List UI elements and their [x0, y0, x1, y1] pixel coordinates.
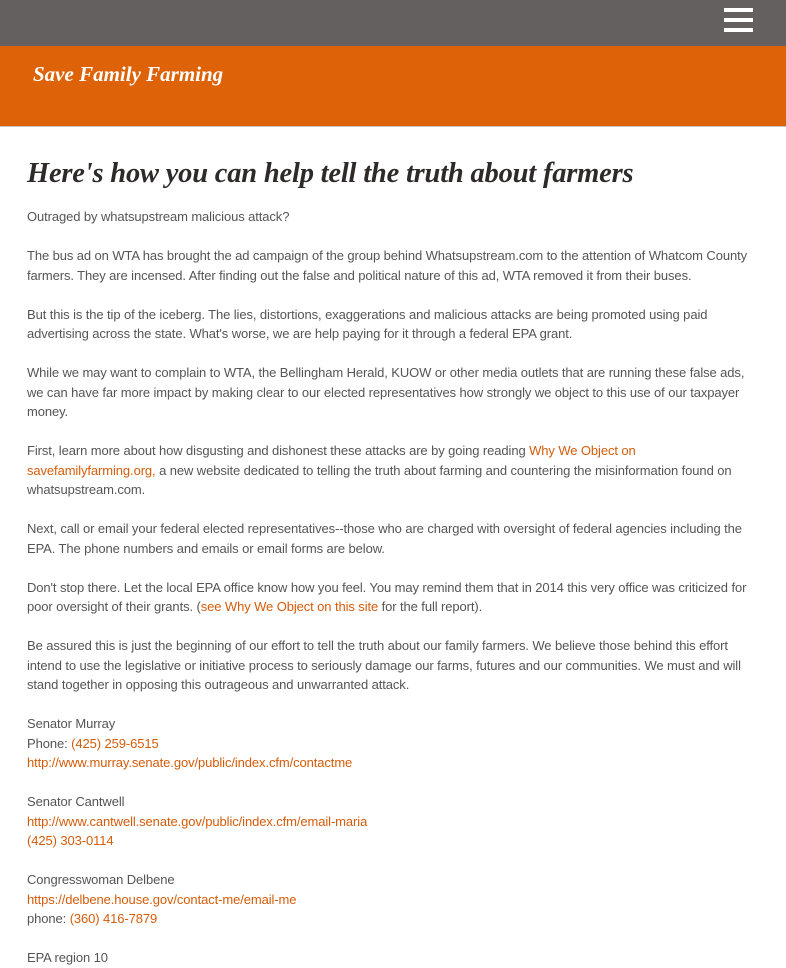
why-we-object-site-link[interactable]: see Why We Object on this site: [200, 599, 379, 614]
menu-line: [724, 18, 753, 22]
paragraph-bus-ad: The bus ad on WTA has brought the ad campaign of the group behind Whatsupstream.com to the attention of Whatcom County farmers. They are incensed. After finding out the false and political nature of this ad, WTA removed it from their buses.: [27, 248, 747, 283]
text-fragment: Don't stop there. Let the local EPA office know how you feel. You may remind them that in 2014 this very office was criticized for poor oversight of their grants. (: [27, 579, 747, 614]
contact-url-line: [27, 890, 759, 910]
phone-label: Phone:: [27, 735, 72, 751]
contact-name: Senator Cantwell: [27, 794, 125, 809]
page-title: Here's how you can help tell the truth about farmers: [27, 158, 634, 189]
paragraph-intro: Outraged by whatsupstream malicious attack?: [27, 209, 290, 224]
contact-url-line: [27, 753, 759, 773]
contact-name: Senator Murray: [27, 716, 116, 731]
paragraph-complain: While we may want to complain to WTA, the Bellingham Herald, KUOW or other media outlets that are running these false ads, we can have far more impact by making clear to our elected representatives how strongly we object to this use of our taxpayer money.: [27, 365, 745, 419]
contact-senator-cantwell: [27, 792, 759, 851]
contact-name: EPA region 10: [27, 950, 108, 965]
contact-url-line: [27, 812, 759, 832]
contact-congresswoman-delbene: [27, 870, 759, 929]
paragraph-call-email: Next, call or email your federal elected representatives--those who are charged with oversight of federal agencies including the EPA. The phone numbers and emails or email forms are below.: [27, 521, 742, 556]
menu-line: [724, 8, 753, 12]
phone-label: phone:: [27, 911, 70, 926]
contact-senator-murray: [27, 714, 759, 773]
contact-name: Congresswoman Delbene: [27, 872, 175, 887]
paragraph-assured: Be assured this is just the beginning of our effort to tell the truth about our family farmers. We believe those behind this effort intend to use the legislative or initiative process to seriously damage our farms, futures and our communities. We must and will stand together in opposing this outrageous and unwarranted attack.: [27, 638, 741, 692]
brand-bar: [0, 46, 786, 127]
cantwell-phone-link[interactable]: (425) 303-0114: [27, 833, 114, 848]
contact-epa-region-10: [27, 948, 759, 968]
text-fragment: for the full report).: [378, 599, 483, 614]
menu-line: [724, 28, 753, 32]
contact-phone-line: [27, 831, 759, 851]
top-bar: [0, 0, 786, 46]
paragraph-iceberg: But this is the tip of the iceberg. The lies, distortions, exaggerations and malicious attacks are being promoted using paid advertising across the state. What's worse, we are help paying for it through a federal EPA grant.: [27, 306, 708, 341]
text-fragment: First, learn more about how disgusting and dishonest these attacks are by going reading: [27, 443, 530, 458]
hamburger-menu-icon[interactable]: [724, 8, 753, 32]
delbene-contact-link[interactable]: https://delbene.house.gov/contact-me/email-me: [27, 891, 297, 907]
murray-contact-link[interactable]: http://www.murray.senate.gov/public/index.cfm/contactme: [27, 755, 353, 770]
paragraph-epa-office: [27, 578, 759, 617]
murray-phone-link[interactable]: (425) 259-6515: [71, 735, 159, 751]
cantwell-contact-link[interactable]: http://www.cantwell.senate.gov/public/index.cfm/email-maria: [27, 813, 368, 829]
text-fragment: a new website dedicated to telling the truth about farming and countering the misinformation found on whatsupstream.com.: [27, 462, 732, 497]
paragraph-learn-more: [27, 441, 759, 500]
contact-phone-line: [27, 909, 759, 929]
main-content: [0, 157, 786, 968]
why-we-object-link[interactable]: Why We Object on savefamilyfarming.org,: [27, 443, 636, 478]
site-title-link[interactable]: Save Family Farming: [33, 62, 224, 86]
contact-phone-line: [27, 734, 759, 754]
delbene-phone-link[interactable]: (360) 416-7879: [69, 911, 158, 926]
